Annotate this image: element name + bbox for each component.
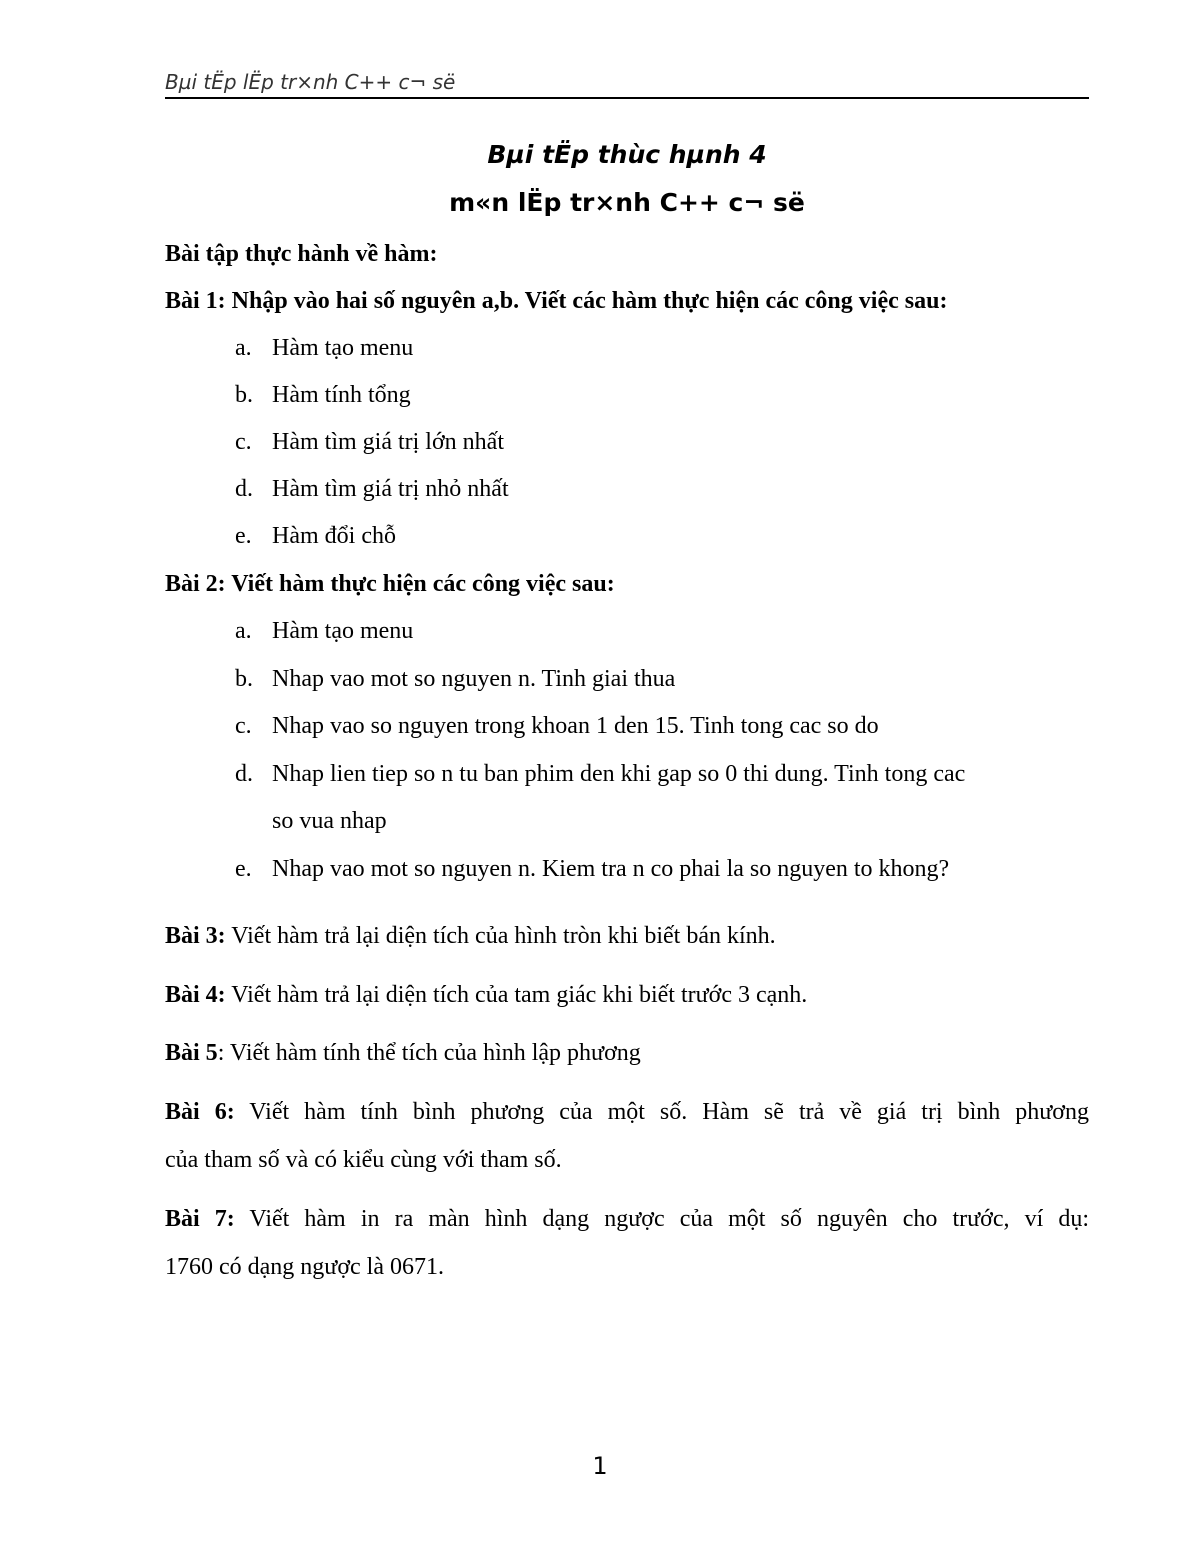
- list-marker: c.: [235, 429, 252, 455]
- running-header: Bµi tËp lËp tr×nh C++ c¬ së: [165, 70, 456, 94]
- exercise-1-heading: [165, 287, 947, 316]
- list-marker: d.: [235, 476, 253, 502]
- exercise-1-label: Bài 1:: [165, 288, 226, 314]
- exercise-2-item: [235, 617, 413, 646]
- list-item-text: Nhap vao mot so nguyen n. Tinh giai thua: [272, 666, 676, 692]
- exercise-3: [165, 922, 776, 951]
- exercise-7: [165, 1205, 1089, 1234]
- exercise-5: [165, 1039, 641, 1068]
- list-marker: d.: [235, 761, 253, 787]
- header-rule: [165, 97, 1089, 99]
- exercise-6: [165, 1098, 1089, 1127]
- exercise-1-item: [235, 475, 509, 504]
- exercise-2-heading: [165, 570, 615, 599]
- list-marker: a.: [235, 618, 252, 644]
- exercise-1-item: [235, 522, 396, 551]
- document-subtitle: m«n lËp tr×nh C++ c¬ së: [449, 188, 805, 217]
- exercise-5-text: : Viết hàm tính thể tích của hình lập phương: [217, 1040, 641, 1066]
- list-item-text: Nhap vao mot so nguyen n. Kiem tra n co phai la so nguyen to khong?: [272, 856, 950, 882]
- exercise-5-label: Bài 5: [165, 1040, 218, 1066]
- list-marker: c.: [235, 713, 252, 739]
- exercise-7-continuation: 1760 có dạng ngược là 0671.: [165, 1254, 444, 1280]
- exercise-7-text: Viết hàm in ra màn hình dạng ngược của một số nguyên cho trước, ví dụ:: [234, 1206, 1089, 1232]
- exercise-3-label: Bài 3:: [165, 923, 226, 949]
- exercise-4-label: Bài 4:: [165, 982, 226, 1008]
- exercise-6-continuation: của tham số và có kiểu cùng với tham số.: [165, 1147, 562, 1173]
- exercise-2-item: [235, 665, 675, 694]
- exercise-2-item: [235, 760, 965, 789]
- exercise-1-item: [235, 428, 504, 457]
- list-marker: b.: [235, 382, 253, 408]
- exercise-2-item: [235, 712, 879, 741]
- list-item-text: Hàm tạo menu: [272, 335, 414, 361]
- exercise-4-text: Viết hàm trả lại diện tích của tam giác khi biết trước 3 cạnh.: [225, 982, 808, 1008]
- document-title: Bµi tËp thùc hµnh 4: [487, 140, 767, 169]
- exercise-1-item: [235, 334, 413, 363]
- list-marker: e.: [235, 523, 252, 549]
- exercise-4: [165, 981, 807, 1010]
- list-item-text: Hàm tìm giá trị nhỏ nhất: [272, 476, 509, 502]
- list-item-text: Hàm đổi chỗ: [272, 523, 396, 549]
- list-item-text: Nhap vao so nguyen trong khoan 1 den 15. Tinh tong cac so do: [272, 713, 879, 739]
- exercise-2-text: Viết hàm thực hiện các công việc sau:: [225, 571, 615, 597]
- exercise-6-text: Viết hàm tính bình phương của một số. Hàm sẽ trả về giá trị bình phương: [234, 1099, 1089, 1125]
- exercise-1-item: [235, 381, 411, 410]
- list-marker: a.: [235, 335, 252, 361]
- page-number: 1: [592, 1452, 608, 1480]
- list-item-text: Nhap lien tiep so n tu ban phim den khi gap so 0 thi dung. Tinh tong cac: [272, 761, 966, 787]
- exercise-2-label: Bài 2:: [165, 571, 226, 597]
- list-item-text: Hàm tạo menu: [272, 618, 414, 644]
- exercise-3-text: Viết hàm trả lại diện tích của hình tròn khi biết bán kính.: [225, 923, 776, 949]
- list-item-text: Hàm tính tổng: [272, 382, 411, 408]
- exercise-2-item: [235, 855, 949, 884]
- list-item-text: Hàm tìm giá trị lớn nhất: [272, 429, 504, 455]
- exercise-1-text: Nhập vào hai số nguyên a,b. Viết các hàm thực hiện các công việc sau:: [225, 288, 948, 314]
- exercise-6-label: Bài 6:: [165, 1099, 235, 1125]
- list-marker: b.: [235, 666, 253, 692]
- section-heading: Bài tập thực hành về hàm:: [165, 241, 438, 267]
- list-item-continuation: so vua nhap: [272, 808, 387, 834]
- exercise-7-label: Bài 7:: [165, 1206, 235, 1232]
- list-marker: e.: [235, 856, 252, 882]
